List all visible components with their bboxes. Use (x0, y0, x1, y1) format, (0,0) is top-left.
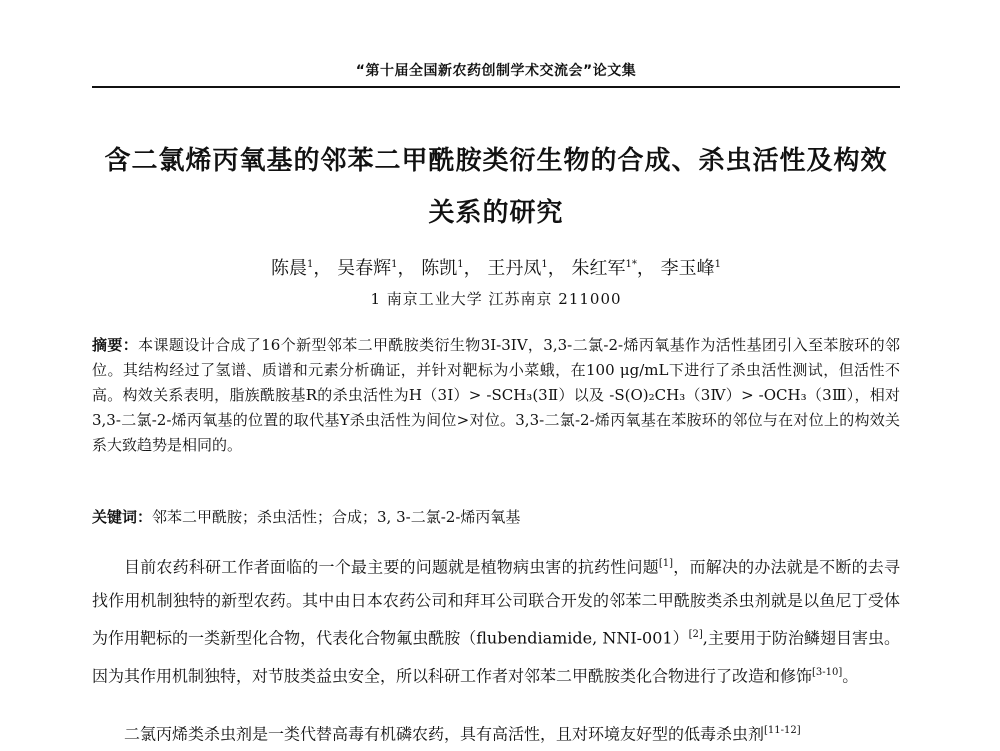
abstract-label: 摘要： (92, 336, 139, 354)
citation: [2] (688, 629, 703, 641)
paper-title-line-2: 关系的研究 (428, 198, 564, 228)
body-paragraph-partial: 二氯丙烯类杀虫剂是一类代替高毒有机磷农药，具有高活性，且对环境友好型的低毒杀虫剂[11-12] (124, 724, 801, 744)
keywords (92, 505, 900, 530)
paper-title-line-1: 含二氯烯丙氧基的邻苯二甲酰胺类衍生物的合成、杀虫活性及构效 (104, 146, 888, 176)
citation: [11-12] (764, 725, 801, 736)
body-paragraph: 目前农药科研工作者面临的一个最主要的问题就是植物病虫害的抗药性问题[1]，而解决的办法就是不断的去寻找作用机制独特的新型农药。其中由日本农药公司和拜耳公司联合开发的邻苯二甲酰胺类杀虫剂就是以鱼尼丁受体为作用靶标的一类新型化合物，代表化合物氟虫酰胺（flubendiamide, NNI-001）[2],主要用于防治鳞翅目害虫。因为其作用机制独特，对节肢类益虫安全，所以科研工作者对邻苯二甲酰胺类化合物进行了改造和修饰[3-10]。 (92, 557, 900, 685)
citation: [1] (658, 558, 674, 569)
author: 吴春辉$^1$， (337, 258, 416, 279)
author-list (92, 254, 900, 280)
citation: [3-10] (812, 666, 843, 678)
abstract (92, 333, 900, 458)
keywords-text: 邻苯二甲酰胺；杀虫活性；合成；3, 3-二氯-2-烯丙氧基 (152, 508, 521, 526)
running-header: “第十届全国新农药创制学术交流会”论文集 (355, 63, 637, 79)
author-corresponding: 朱红军$^{1*}$， (571, 258, 655, 279)
author: 陈凯$^1$， (421, 258, 482, 279)
author: 陈晨$^1$， (271, 258, 332, 279)
abstract-text: 本课题设计合成了16个新型邻苯二甲酰胺类衍生物3I-3IV，3,3-二氯-2-烯丙氧基作为活性基团引入至苯胺环的邻位。其结构经过了氢谱、质谱和元素分析确证，并针对靶标为小菜蛾，在100 μg/mL下进行了杀虫活性测试，但活性不高。构效关系表明，脂族酰胺基R的杀虫活性为H（3Ⅰ）> -SCH₃(3Ⅱ）以及 -S(O)₂CH₃（3Ⅳ）> -OCH₃（3Ⅲ），相对3,3-二氯-2-烯丙氧基的位置的取代基Y杀虫活性为间位>对位。3,3-二氯-2-烯丙氧基在苯胺环的邻位与在对位上的构效关系大致趋势是相同的。 (92, 336, 900, 454)
affiliation: 1 南京工业大学 江苏南京 211000 (370, 290, 622, 308)
author: 王丹凤$^1$， (487, 258, 566, 279)
header-rule (92, 86, 900, 88)
author: 李玉峰$^1$ (660, 258, 721, 279)
keywords-label: 关键词： (92, 508, 153, 526)
